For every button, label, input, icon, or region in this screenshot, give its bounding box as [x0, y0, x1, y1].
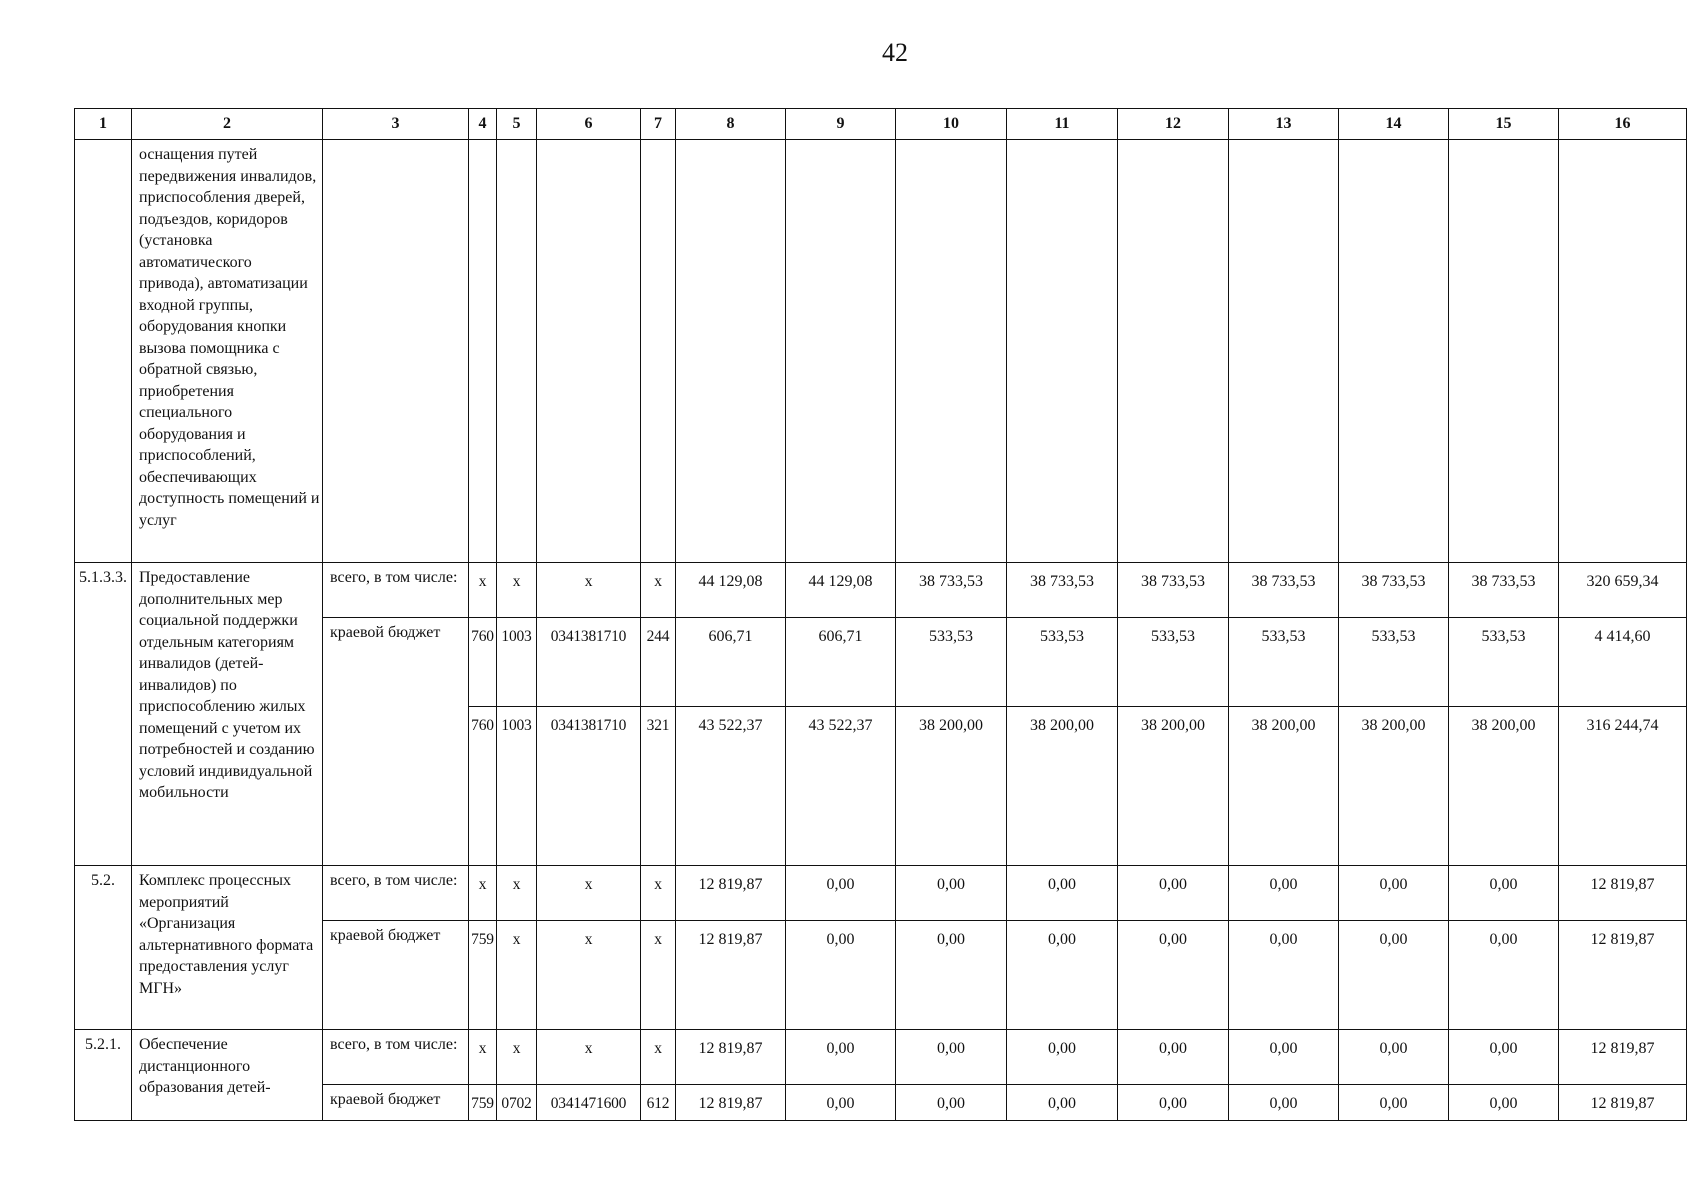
value-cell: 0,00 — [1449, 1030, 1559, 1085]
value-cell: 12 819,87 — [1559, 1085, 1687, 1121]
code-cell: x — [537, 563, 641, 618]
code-cell: 759 — [469, 1085, 497, 1121]
code-cell: 760 — [469, 707, 497, 866]
value-cell: 0,00 — [1118, 1030, 1229, 1085]
value-cell: 316 244,74 — [1559, 707, 1687, 866]
code-cell: x — [641, 921, 676, 1030]
value-cell: 533,53 — [1449, 618, 1559, 707]
section-title: Предоставление дополнительных мер социальной поддержки отдельным категориям инвалидов (детей-инвалидов) по приспособлению жилых помещений с учетом их потребностей и созданию условий индивидуальной мобильности — [132, 563, 323, 866]
value-cell: 0,00 — [1007, 866, 1118, 921]
budget-label: краевой бюджет — [323, 921, 469, 1030]
value-cell: 38 200,00 — [1449, 707, 1559, 866]
code-cell: 0702 — [497, 1085, 537, 1121]
section-total-row — [75, 866, 1687, 921]
page-number: 42 — [882, 38, 908, 67]
value-cell: 12 819,87 — [1559, 921, 1687, 1030]
value-cell: 38 200,00 — [1229, 707, 1339, 866]
budget-label: краевой бюджет — [323, 618, 469, 866]
value-cell: 0,00 — [1449, 1085, 1559, 1121]
header-col-10: 10 — [896, 109, 1007, 140]
code-cell: x — [497, 921, 537, 1030]
header-col-1: 1 — [75, 109, 132, 140]
code-cell: x — [497, 866, 537, 921]
value-cell: 12 819,87 — [676, 921, 786, 1030]
value-cell: 0,00 — [786, 921, 896, 1030]
value-cell: 38 733,53 — [1449, 563, 1559, 618]
section-title: Комплекс процессных мероприятий «Организация альтернативного формата предоставления услуг МГН» — [132, 866, 323, 1030]
value-cell: 533,53 — [1118, 618, 1229, 707]
code-cell: 1003 — [497, 707, 537, 866]
value-cell: 0,00 — [1339, 1085, 1449, 1121]
value-cell: 0,00 — [1339, 866, 1449, 921]
value-cell: 38 200,00 — [896, 707, 1007, 866]
value-cell: 0,00 — [786, 866, 896, 921]
code-cell: 0341471600 — [537, 1085, 641, 1121]
header-col-14: 14 — [1339, 109, 1449, 140]
value-cell: 0,00 — [1339, 1030, 1449, 1085]
code-cell: x — [497, 1030, 537, 1085]
value-cell: 533,53 — [1339, 618, 1449, 707]
code-cell: x — [537, 866, 641, 921]
value-cell: 320 659,34 — [1559, 563, 1687, 618]
value-cell: 38 733,53 — [1339, 563, 1449, 618]
value-cell: 43 522,37 — [676, 707, 786, 866]
code-cell: 0341381710 — [537, 707, 641, 866]
section-title: Обеспечение дистанционного образования детей- — [132, 1030, 323, 1121]
header-col-3: 3 — [323, 109, 469, 140]
value-cell: 12 819,87 — [676, 866, 786, 921]
code-cell: x — [537, 921, 641, 1030]
value-cell: 0,00 — [1449, 866, 1559, 921]
total-label: всего, в том числе: — [323, 1030, 469, 1085]
value-cell: 0,00 — [1007, 1085, 1118, 1121]
code-cell: x — [641, 866, 676, 921]
value-cell: 533,53 — [896, 618, 1007, 707]
value-cell: 606,71 — [786, 618, 896, 707]
value-cell: 38 200,00 — [1339, 707, 1449, 866]
value-cell: 44 129,08 — [786, 563, 896, 618]
value-cell: 533,53 — [1229, 618, 1339, 707]
value-cell: 0,00 — [786, 1030, 896, 1085]
code-cell: x — [537, 1030, 641, 1085]
value-cell: 12 819,87 — [676, 1030, 786, 1085]
value-cell: 0,00 — [1229, 1085, 1339, 1121]
total-label: всего, в том числе: — [323, 563, 469, 618]
value-cell: 0,00 — [1339, 921, 1449, 1030]
code-cell: 0341381710 — [537, 618, 641, 707]
value-cell: 38 733,53 — [1229, 563, 1339, 618]
code-cell: x — [469, 1030, 497, 1085]
value-cell: 4 414,60 — [1559, 618, 1687, 707]
value-cell: 12 819,87 — [1559, 1030, 1687, 1085]
value-cell: 0,00 — [896, 1030, 1007, 1085]
budget-label: краевой бюджет — [323, 1085, 469, 1121]
header-row — [75, 109, 1687, 140]
value-cell: 0,00 — [1118, 921, 1229, 1030]
value-cell: 533,53 — [1007, 618, 1118, 707]
value-cell: 0,00 — [1229, 921, 1339, 1030]
continued-num-cell — [75, 140, 132, 563]
header-col-13: 13 — [1229, 109, 1339, 140]
header-col-4: 4 — [469, 109, 497, 140]
header-col-5: 5 — [497, 109, 537, 140]
value-cell: 38 733,53 — [1007, 563, 1118, 618]
value-cell: 44 129,08 — [676, 563, 786, 618]
value-cell: 12 819,87 — [1559, 866, 1687, 921]
value-cell: 0,00 — [1007, 1030, 1118, 1085]
value-cell: 38 733,53 — [896, 563, 1007, 618]
total-label: всего, в том числе: — [323, 866, 469, 921]
code-cell: 321 — [641, 707, 676, 866]
section-id: 5.1.3.3. — [75, 563, 132, 866]
section-id: 5.2.1. — [75, 1030, 132, 1121]
value-cell: 38 200,00 — [1118, 707, 1229, 866]
code-cell: x — [641, 1030, 676, 1085]
code-cell: 612 — [641, 1085, 676, 1121]
code-cell: x — [497, 563, 537, 618]
value-cell: 12 819,87 — [676, 1085, 786, 1121]
code-cell: x — [469, 866, 497, 921]
section-total-row — [75, 1030, 1687, 1085]
header-col-2: 2 — [132, 109, 323, 140]
header-col-6: 6 — [537, 109, 641, 140]
code-cell: x — [641, 563, 676, 618]
value-cell: 38 200,00 — [1007, 707, 1118, 866]
header-col-11: 11 — [1007, 109, 1118, 140]
value-cell: 0,00 — [896, 921, 1007, 1030]
value-cell: 0,00 — [1118, 1085, 1229, 1121]
section-total-row — [75, 563, 1687, 618]
value-cell: 0,00 — [896, 1085, 1007, 1121]
code-cell: 760 — [469, 618, 497, 707]
code-cell: x — [469, 563, 497, 618]
value-cell: 0,00 — [896, 866, 1007, 921]
value-cell: 0,00 — [1229, 866, 1339, 921]
value-cell: 0,00 — [786, 1085, 896, 1121]
header-col-16: 16 — [1559, 109, 1687, 140]
header-col-15: 15 — [1449, 109, 1559, 140]
code-cell: 1003 — [497, 618, 537, 707]
continued-text: оснащения путей передвижения инвалидов, приспособления дверей, подъездов, коридоров (установка автоматического привода), автоматизации входной группы, оборудования кнопки вызова помощника с обратной связью, приобретения специального оборудования и приспособлений, обеспечивающих доступность помещений и услуг — [132, 140, 323, 563]
section-id: 5.2. — [75, 866, 132, 1030]
value-cell: 0,00 — [1118, 866, 1229, 921]
budget-table — [74, 108, 1687, 1121]
value-cell: 0,00 — [1449, 921, 1559, 1030]
value-cell: 43 522,37 — [786, 707, 896, 866]
header-col-12: 12 — [1118, 109, 1229, 140]
header-col-9: 9 — [786, 109, 896, 140]
continued-row — [75, 140, 1687, 563]
code-cell: 244 — [641, 618, 676, 707]
value-cell: 606,71 — [676, 618, 786, 707]
value-cell: 38 733,53 — [1118, 563, 1229, 618]
header-col-7: 7 — [641, 109, 676, 140]
value-cell: 0,00 — [1007, 921, 1118, 1030]
code-cell: 759 — [469, 921, 497, 1030]
header-col-8: 8 — [676, 109, 786, 140]
value-cell: 0,00 — [1229, 1030, 1339, 1085]
